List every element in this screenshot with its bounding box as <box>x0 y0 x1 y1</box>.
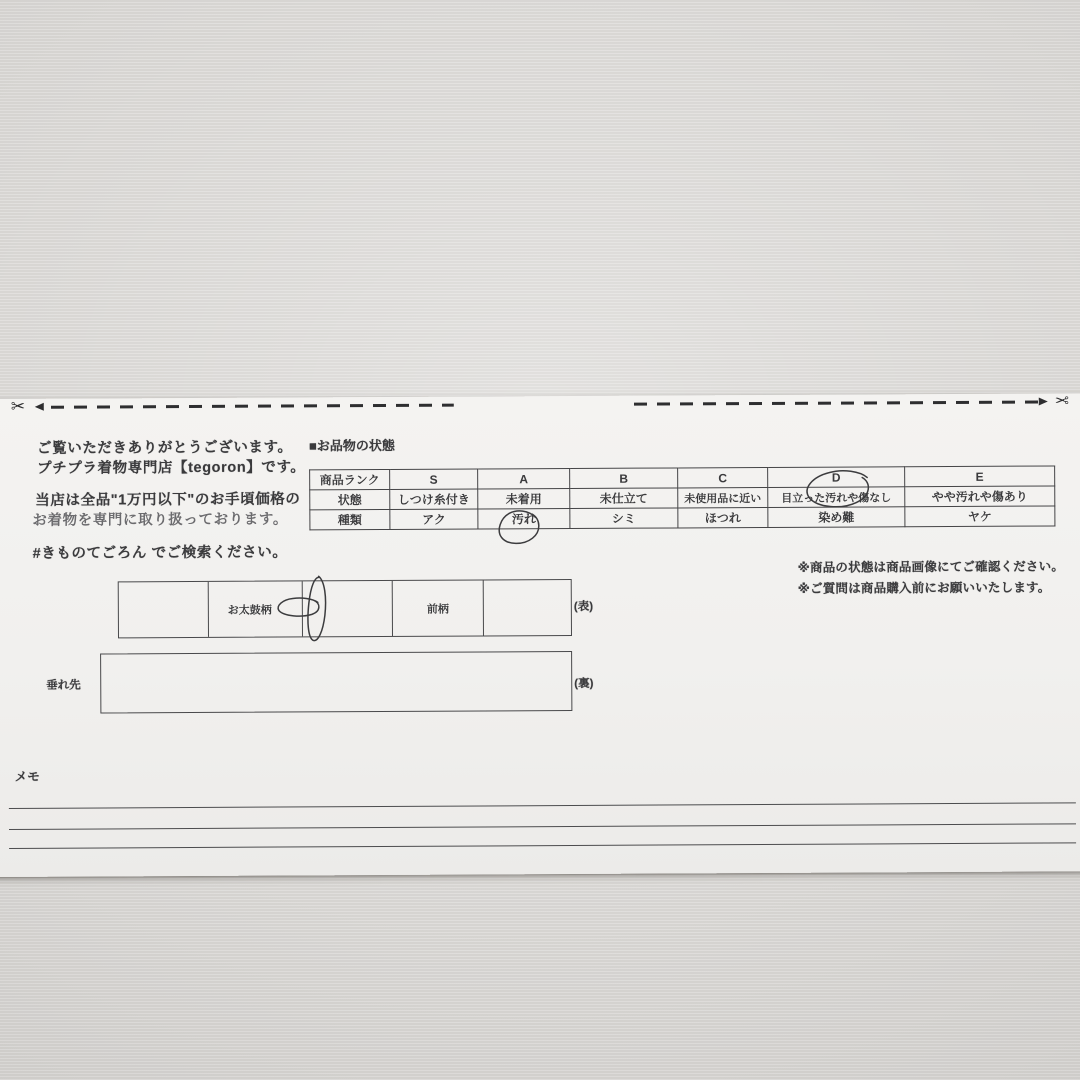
note-line-2: ※ご質問は商品購入前にお願いいたします。 <box>797 580 1051 596</box>
greeting-line-2: プチプラ着物専門店【tegoron】です。 <box>37 459 306 477</box>
obi-front-diagram <box>118 579 572 638</box>
greeting-line-1: ご覧いただきありがとうございます。 <box>36 439 293 457</box>
cut-line <box>0 393 1079 419</box>
arrow-left-icon <box>35 403 44 411</box>
dashed-line-segment <box>634 401 1039 406</box>
arrow-right-icon <box>1039 398 1048 406</box>
dashed-line-segment <box>51 404 454 409</box>
card-content <box>0 393 1080 877</box>
note-line-1: ※商品の状態は商品画像にてご確認ください。 <box>797 559 1065 575</box>
condition-section-title: ■お品物の状態 <box>308 437 395 454</box>
memo-label: メモ <box>14 769 40 784</box>
memo-line <box>9 823 1076 830</box>
taresaki-label: 垂れ先 <box>46 679 81 692</box>
state-row-label: 状態 <box>310 489 390 509</box>
state-cell: 未仕立て <box>570 488 678 509</box>
rank-cell: B <box>570 468 678 489</box>
state-cell: 未着用 <box>478 489 570 509</box>
scissors-icon: ✂ <box>1054 391 1070 411</box>
type-cell: ほつれ <box>678 507 768 527</box>
rank-cell: E <box>905 466 1055 487</box>
memo-line <box>9 842 1076 849</box>
state-cell: やや汚れや傷あり <box>905 486 1055 507</box>
pen-circle-yogore <box>496 508 544 550</box>
rank-cell: C <box>678 467 768 487</box>
type-cell: ヤケ <box>905 506 1055 527</box>
pen-oval-vertical <box>305 574 331 644</box>
type-cell: アク <box>390 509 478 529</box>
intro-line-1: 当店は全品"1万円以下"のお手頃価格の <box>35 491 301 509</box>
obi-front-segment <box>484 580 571 635</box>
hashtag-search-line: #きものてごろん でご検索ください。 <box>32 544 288 562</box>
rank-cell: S <box>390 469 478 489</box>
state-cell: しつけ糸付き <box>390 489 478 509</box>
back-side-label: (裏) <box>574 677 594 690</box>
condition-table <box>309 465 1055 530</box>
state-cell: 目立った汚れや傷なし <box>768 487 905 508</box>
type-row-label: 種類 <box>310 509 390 529</box>
table-row-type <box>310 506 1055 530</box>
maegara-label: 前柄 <box>426 603 449 616</box>
type-cell: シミ <box>570 508 678 529</box>
scissors-icon: ✂ <box>10 396 26 416</box>
rank-cell: A <box>478 469 570 489</box>
front-side-label: (表) <box>573 600 594 613</box>
intro-line-2: お着物を専門に取り扱っております。 <box>32 511 288 529</box>
table-corner-label: 商品ランク <box>310 469 390 489</box>
shop-info-card <box>0 393 1080 877</box>
otaiko-label: お太鼓柄 <box>227 604 272 617</box>
state-cell: 未使用品に近い <box>678 487 768 507</box>
obi-front-segment-maegara <box>393 580 484 635</box>
type-cell: 染め難 <box>768 507 905 528</box>
obi-back-diagram <box>100 651 572 713</box>
pen-circle-rank-d <box>804 468 876 510</box>
obi-front-segment <box>119 582 209 637</box>
memo-line <box>9 802 1076 809</box>
type-cell: 汚れ <box>478 509 570 529</box>
rank-cell: D <box>768 467 905 488</box>
